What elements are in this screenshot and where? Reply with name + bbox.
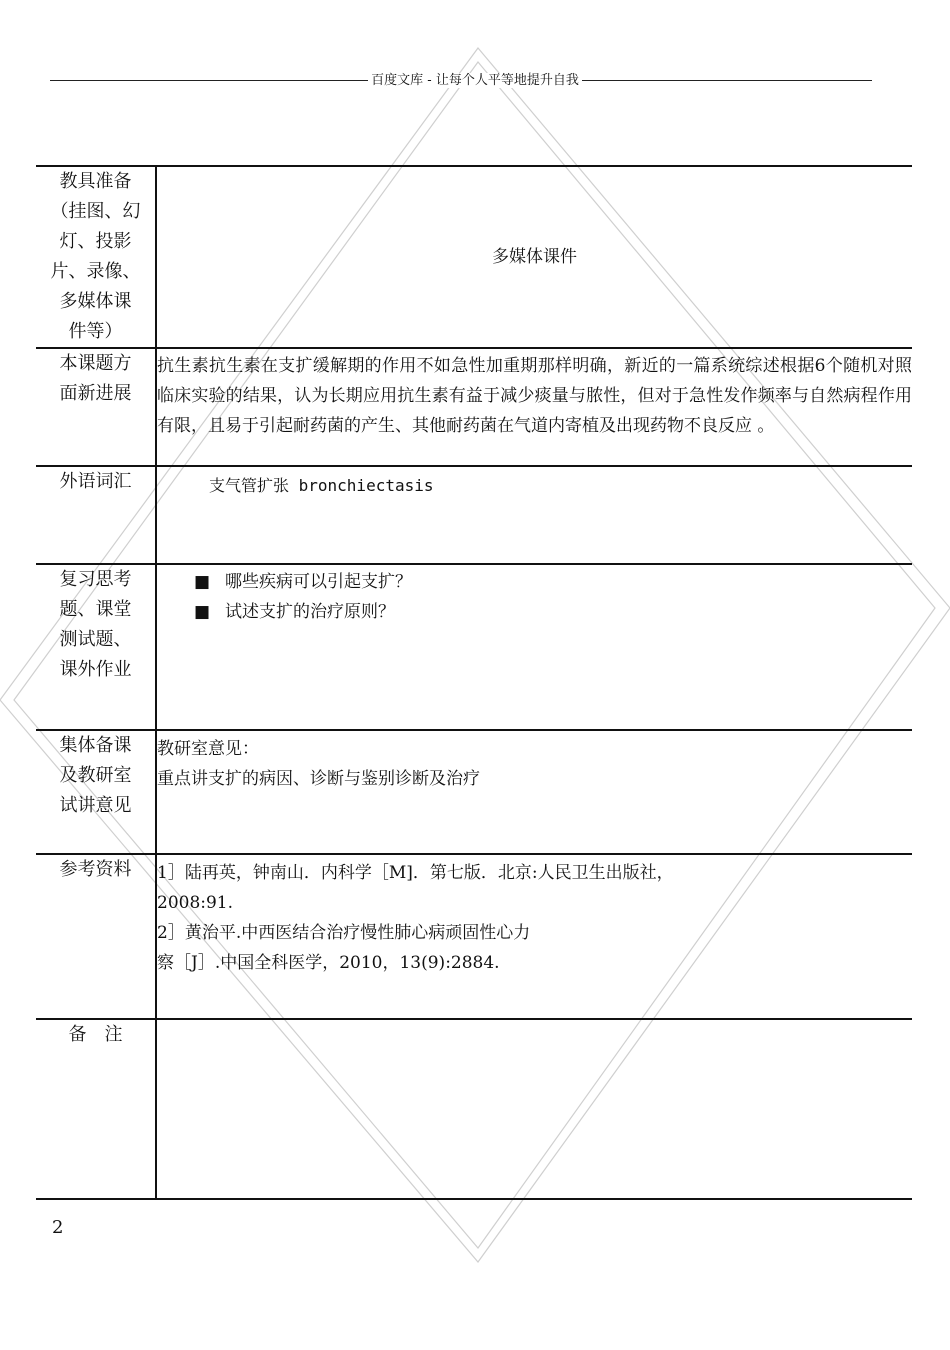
group-opinion-content: 教研室意见： 重点讲支扩的病因、诊断与鉴别诊断及治疗 [156,730,912,854]
review-questions-content [156,564,912,730]
bullet-square-icon: ■ [194,572,211,592]
row-label-references: 参考资料 [36,854,156,1019]
list-item: ■ 试述支扩的治疗原则？ [157,597,912,627]
row-label-vocabulary: 外语词汇 [36,466,156,564]
remarks-content [156,1019,912,1199]
page-number: 2 [52,1217,64,1238]
list-item: ■ 哪些疾病可以引起支扩？ [157,567,912,597]
table-row [36,730,912,854]
row-label-review-questions: 复习思考 题、课堂 测试题、 课外作业 [36,564,156,730]
table-row [36,854,912,1019]
reference-line: 2008:91. [157,893,234,913]
bullet-square-icon: ■ [194,602,211,622]
table-row [36,466,912,564]
page-header: 百度文库 - 让每个人平等地提升自我 [0,69,950,88]
lesson-plan-table [36,165,912,1200]
table-row [36,166,912,348]
reference-line: 2］黄治平.中西医结合治疗慢性肺心病顽固性心力 [157,923,531,943]
reference-line: 察［J］.中国全科医学，2010，13(9):2884. [157,953,500,973]
row-label-new-progress: 本课题方 面新进展 [36,348,156,466]
teaching-aids-content: 多媒体课件 [156,166,912,348]
reference-line: 1］陆再英，钟南山．内科学［M]．第七版．北京:人民卫生出版社， [157,863,674,883]
row-label-teaching-aids: 教具准备 （挂图、幻 灯、投影 片、录像、 多媒体课 件等） [36,166,156,348]
table-row [36,564,912,730]
vocabulary-content: 支气管扩张 bronchiectasis [156,466,912,564]
table-row [36,348,912,466]
row-label-group-opinion: 集体备课 及教研室 试讲意见 [36,730,156,854]
references-content [156,854,912,1019]
row-label-remarks: 备 注 [36,1019,156,1199]
table-row [36,1019,912,1199]
new-progress-content: 抗生素抗生素在支扩缓解期的作用不如急性加重期那样明确，新近的一篇系统综述根据6个随机对照临床实验的结果，认为长期应用抗生素有益于减少痰量与脓性，但对于急性发作频率与自然病程作用有限，且易于引起耐药菌的产生、其他耐药菌在气道内寄植及出现药物不良反应 。 [156,348,912,466]
